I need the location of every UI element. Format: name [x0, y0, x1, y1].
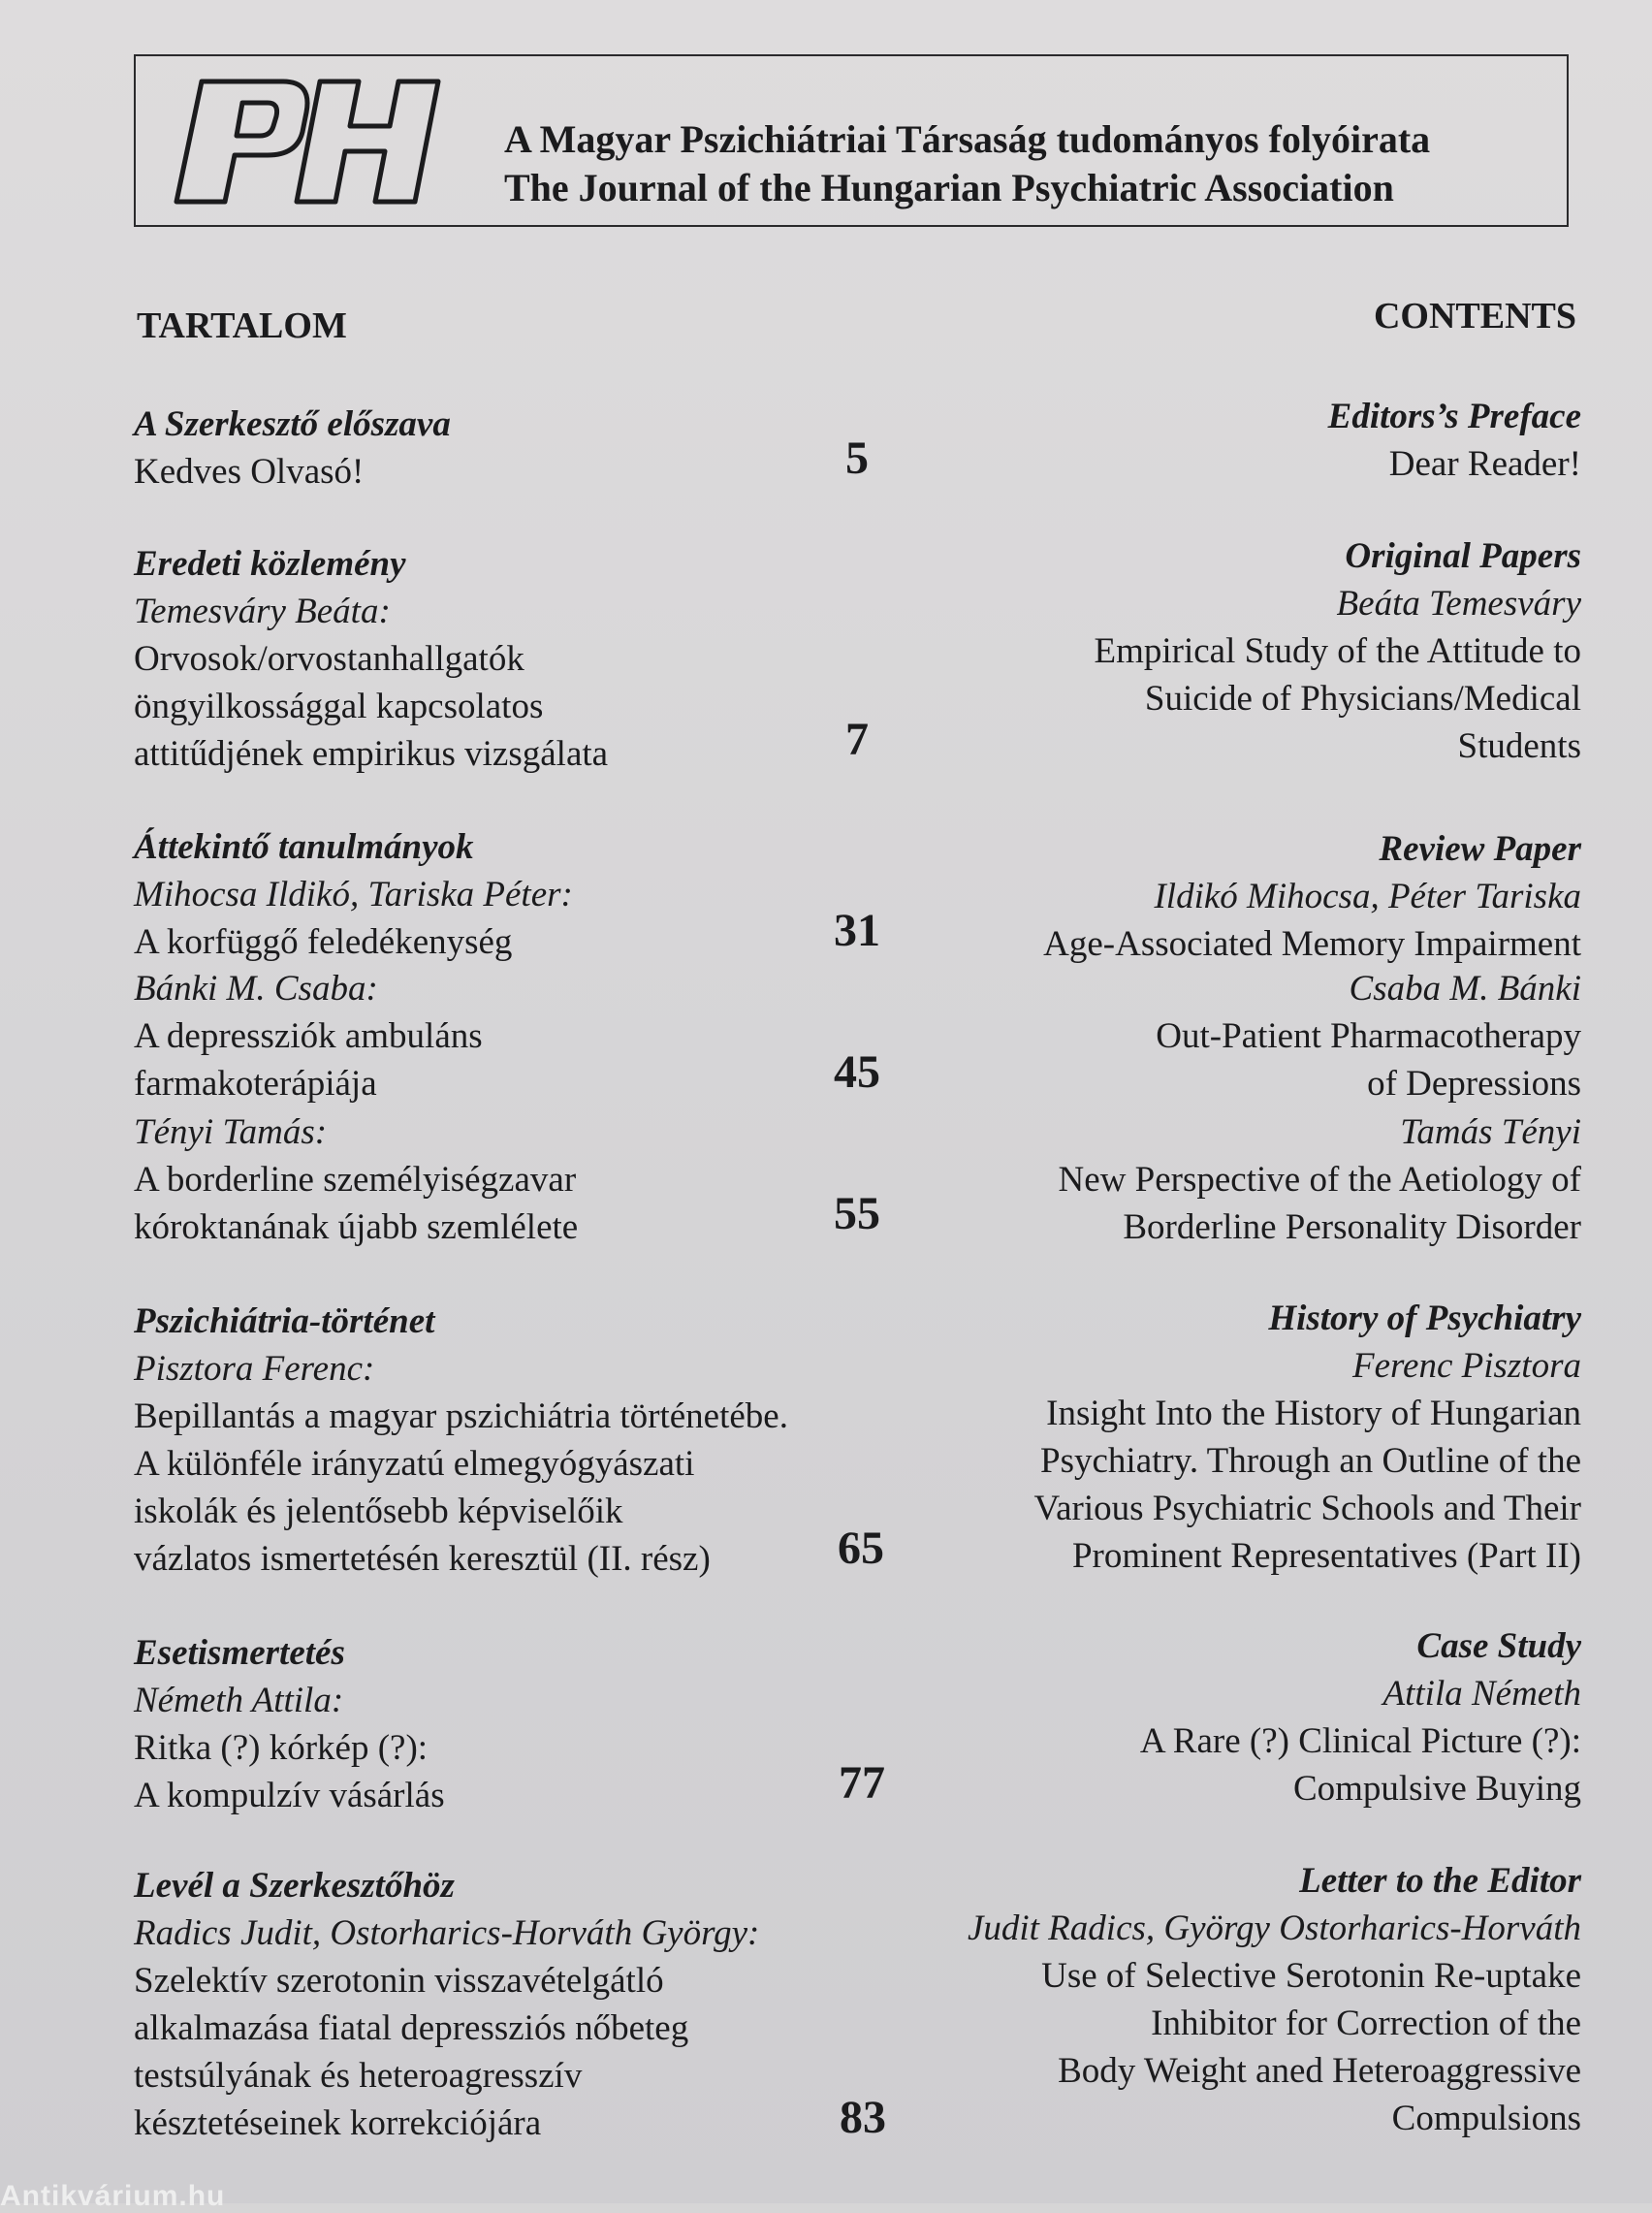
article-author: Mihocsa Ildikó, Tariska Péter: — [134, 875, 573, 914]
article-title-line: Insight Into the History of Hungarian — [1046, 1394, 1581, 1433]
heading-contents: CONTENTS — [1373, 296, 1576, 337]
article-title-line: öngyilkossággal kapcsolatos — [134, 687, 544, 726]
journal-title-english: The Journal of the Hungarian Psychiatric Association — [504, 166, 1394, 209]
article-author: Judit Radics, György Ostorharics-Horváth — [967, 1908, 1581, 1948]
article-title-line: A korfüggő feledékenység — [134, 922, 513, 962]
article-title-line: A depressziók ambuláns — [134, 1016, 483, 1056]
logo-text: PH — [159, 74, 161, 75]
article-author: Beáta Temesváry — [1336, 584, 1581, 624]
toc-entry-right — [968, 1857, 1581, 2142]
toc-entry-right — [1328, 393, 1581, 488]
article-title-line: Various Psychiatric Schools and Their — [1033, 1489, 1581, 1528]
article-title-line: Ritka (?) kórkép (?): — [134, 1728, 429, 1768]
article-title-line: kóroktanának újabb szemlélete — [134, 1207, 579, 1247]
page-number: 83 — [840, 2092, 886, 2143]
section-heading: Review Paper — [1379, 829, 1581, 869]
article-title-line: Use of Selective Serotonin Re-uptake — [1041, 1956, 1581, 1996]
article-author: Németh Attila: — [134, 1681, 344, 1720]
article-title-line: Compulsions — [1391, 2099, 1581, 2138]
article-title-line: testsúlyának és heteroagresszív — [134, 2056, 583, 2096]
article-title-line: Dear Reader! — [1388, 444, 1581, 484]
page-number: 7 — [845, 714, 869, 765]
article-title-line: Prominent Representatives (Part II) — [1071, 1536, 1581, 1576]
article-title-line: Szelektív szerotonin visszavételgátló — [134, 1961, 664, 2001]
section-heading: Editors’s Preface — [1327, 397, 1581, 436]
toc-entry-left — [134, 1298, 788, 1583]
toc-entry-right — [1033, 1295, 1581, 1580]
section-heading: Case Study — [1416, 1626, 1581, 1666]
section-heading: A Szerkesztő előszava — [134, 404, 451, 444]
article-author: Bánki M. Csaba: — [134, 969, 378, 1009]
article-title-line: attitűdjének empirikus vizsgálata — [134, 734, 609, 774]
article-title-line: iskolák és jelentősebb képviselőik — [134, 1491, 623, 1531]
article-title-line: vázlatos ismertetésén keresztül (II. rész) — [134, 1539, 711, 1579]
article-title-line: farmakoterápiája — [134, 1064, 377, 1104]
article-title-line: Psychiatry. Through an Outline of the — [1040, 1441, 1581, 1481]
journal-header — [134, 54, 1569, 227]
article-title-line: of Depressions — [1367, 1064, 1581, 1104]
article-author: Ferenc Pisztora — [1351, 1346, 1581, 1386]
article-author: Csaba M. Bánki — [1349, 969, 1581, 1009]
page-number: 31 — [834, 905, 880, 956]
article-title-line: New Perspective of the Aetiology of — [1058, 1160, 1581, 1200]
article-title-line: Inhibitor for Correction of the — [1151, 2004, 1581, 2043]
article-title-line: Orvosok/orvostanhallgatók — [134, 639, 524, 679]
section-heading: History of Psychiatry — [1268, 1299, 1581, 1338]
article-title-line: késztetéseinek korrekciójára — [134, 2103, 542, 2143]
page-number: 77 — [839, 1757, 885, 1809]
article-title-line: Suicide of Physicians/Medical — [1144, 679, 1581, 719]
page-number: 65 — [838, 1523, 884, 1574]
article-title-line: A kompulzív vásárlás — [134, 1776, 445, 1815]
article-author: Temesváry Beáta: — [134, 592, 391, 631]
article-title-line: Students — [1457, 726, 1581, 766]
article-title-line: Body Weight aned Heteroaggressive — [1058, 2051, 1581, 2091]
toc-entry-left — [134, 1629, 445, 1819]
toc-entry-right — [1094, 532, 1581, 770]
article-title-line: Kedves Olvasó! — [134, 452, 365, 492]
toc-entry-left — [134, 540, 608, 778]
section-heading: Original Papers — [1345, 536, 1581, 576]
section-heading: Áttekintő tanulmányok — [134, 827, 474, 867]
section-heading: Pszichiátria-történet — [134, 1301, 435, 1341]
journal-title-hungarian: A Magyar Pszichiátriai Társaság tudományos folyóirata — [504, 117, 1431, 161]
article-author: Tényi Tamás: — [134, 1112, 328, 1152]
toc-entry-left — [134, 1108, 578, 1251]
article-author: Attila Németh — [1382, 1674, 1581, 1714]
section-heading: Levél a Szerkesztőhöz — [134, 1866, 455, 1906]
toc-entry-right — [1156, 965, 1581, 1107]
article-author: Tamás Tényi — [1400, 1112, 1581, 1152]
toc-entry-left — [134, 401, 451, 496]
section-heading: Esetismertetés — [134, 1633, 345, 1673]
toc-entry-right — [1043, 825, 1581, 968]
section-heading: Eredeti közlemény — [134, 544, 406, 584]
article-title-line: A Rare (?) Clinical Picture (?): — [1139, 1721, 1581, 1761]
toc-entry-right — [1140, 1622, 1581, 1812]
toc-entry-left — [134, 1862, 759, 2147]
article-title-line: Empirical Study of the Attitude to — [1094, 631, 1581, 671]
article-title-line: A borderline személyiségzavar — [134, 1160, 577, 1200]
toc-entry-right — [1059, 1108, 1581, 1251]
article-title-line: Out-Patient Pharmacotherapy — [1156, 1016, 1581, 1056]
article-title-line: Age-Associated Memory Impairment — [1043, 924, 1581, 964]
page-number: 45 — [834, 1046, 880, 1098]
watermark: Antikvárium.hu — [0, 2180, 226, 2212]
article-author: Ildikó Mihocsa, Péter Tariska — [1154, 877, 1581, 916]
article-title-line: alkalmazása fiatal depressziós nőbeteg — [134, 2008, 689, 2048]
toc-entry-left — [134, 965, 483, 1107]
heading-tartalom: TARTALOM — [137, 305, 347, 346]
article-author: Pisztora Ferenc: — [134, 1349, 375, 1389]
article-title-line: Compulsive Buying — [1292, 1769, 1581, 1809]
article-title-line: Bepillantás a magyar pszichiátria történetébe. — [134, 1396, 788, 1436]
page-number: 5 — [845, 433, 869, 484]
article-title-line: Borderline Personality Disorder — [1123, 1207, 1581, 1247]
toc-entry-left — [134, 823, 573, 966]
ph-logo — [159, 74, 450, 209]
article-author: Radics Judit, Ostorharics-Horváth György: — [134, 1913, 760, 1953]
article-title-line: A különféle irányzatú elmegyógyászati — [134, 1444, 695, 1484]
section-heading: Letter to the Editor — [1299, 1861, 1581, 1901]
page-number: 55 — [834, 1188, 880, 1239]
